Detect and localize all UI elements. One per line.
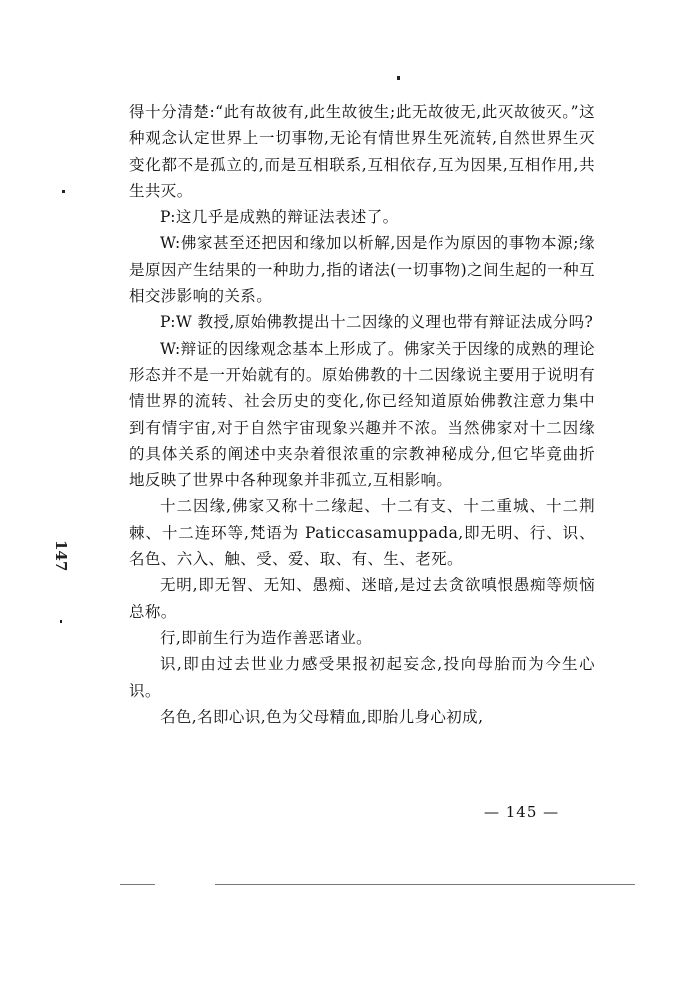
paragraph: W:辩证的因缘观念基本上形成了。佛家关于因缘的成熟的理论形态并不是一开始就有的。原始佛教的十二因缘说主要用于说明有情世界的流转、社会历史的变化,你已经知道原始佛教注意力集中到有情宇宙,对于自然宇宙现象兴趣并不浓。当然佛家对十二因缘的具体关系的阐述中夹杂着很浓重的宗教神秘成分,但它毕竟曲折地反映了世界中各种现象并非孤立,互相影响。 xyxy=(129,339,595,490)
paragraph: W:佛家甚至还把因和缘加以析解,因是作为原因的事物本源;缘是原因产生结果的一种助力,指的诸法(一切事物)之间生起的一种互相交涉影响的关系。 xyxy=(129,234,595,306)
page-number: — 145 — xyxy=(484,803,560,821)
paragraph: 名色,名即心识,色为父母精血,即胎儿身心初成, xyxy=(160,707,484,726)
paragraph: 行,即前生行为造作善恶诸业。 xyxy=(160,628,373,647)
scan-edge-line xyxy=(215,884,635,885)
scan-speck xyxy=(60,620,62,623)
scan-speck xyxy=(397,76,400,80)
paragraph: 得十分清楚:“此有故彼有,此生故彼生;此无故彼无,此灭故彼灭。”这种观念认定世界上一切事物,无论有情世界生死流转,自然世界生灭变化都不是孤立的,而是互相联系,互相依存,互为因果,互相作用,共生共灭。 xyxy=(129,103,595,200)
paragraph: 十二因缘,佛家又称十二缘起、十二有支、十二重城、十二荆棘、十二连环等,梵语为 Paticcasamuppada,即无明、行、识、名色、六入、触、受、爱、取、有、生、老死。 xyxy=(129,497,595,569)
scan-edge-line xyxy=(120,884,155,885)
margin-page-mark: 147 xyxy=(52,540,70,572)
paragraph: 识,即由过去世业力感受果报初起妄念,投向母胎而为今生心识。 xyxy=(129,655,595,700)
body-text xyxy=(129,99,595,730)
paragraph: P:这几乎是成熟的辩证法表述了。 xyxy=(160,208,399,227)
paragraph: 无明,即无智、无知、愚痴、迷暗,是过去贪欲嗔恨愚痴等烦恼总称。 xyxy=(129,576,595,621)
scan-speck xyxy=(62,190,65,193)
paragraph: P:W 教授,原始佛教提出十二因缘的义理也带有辩证法成分吗? xyxy=(160,313,594,332)
